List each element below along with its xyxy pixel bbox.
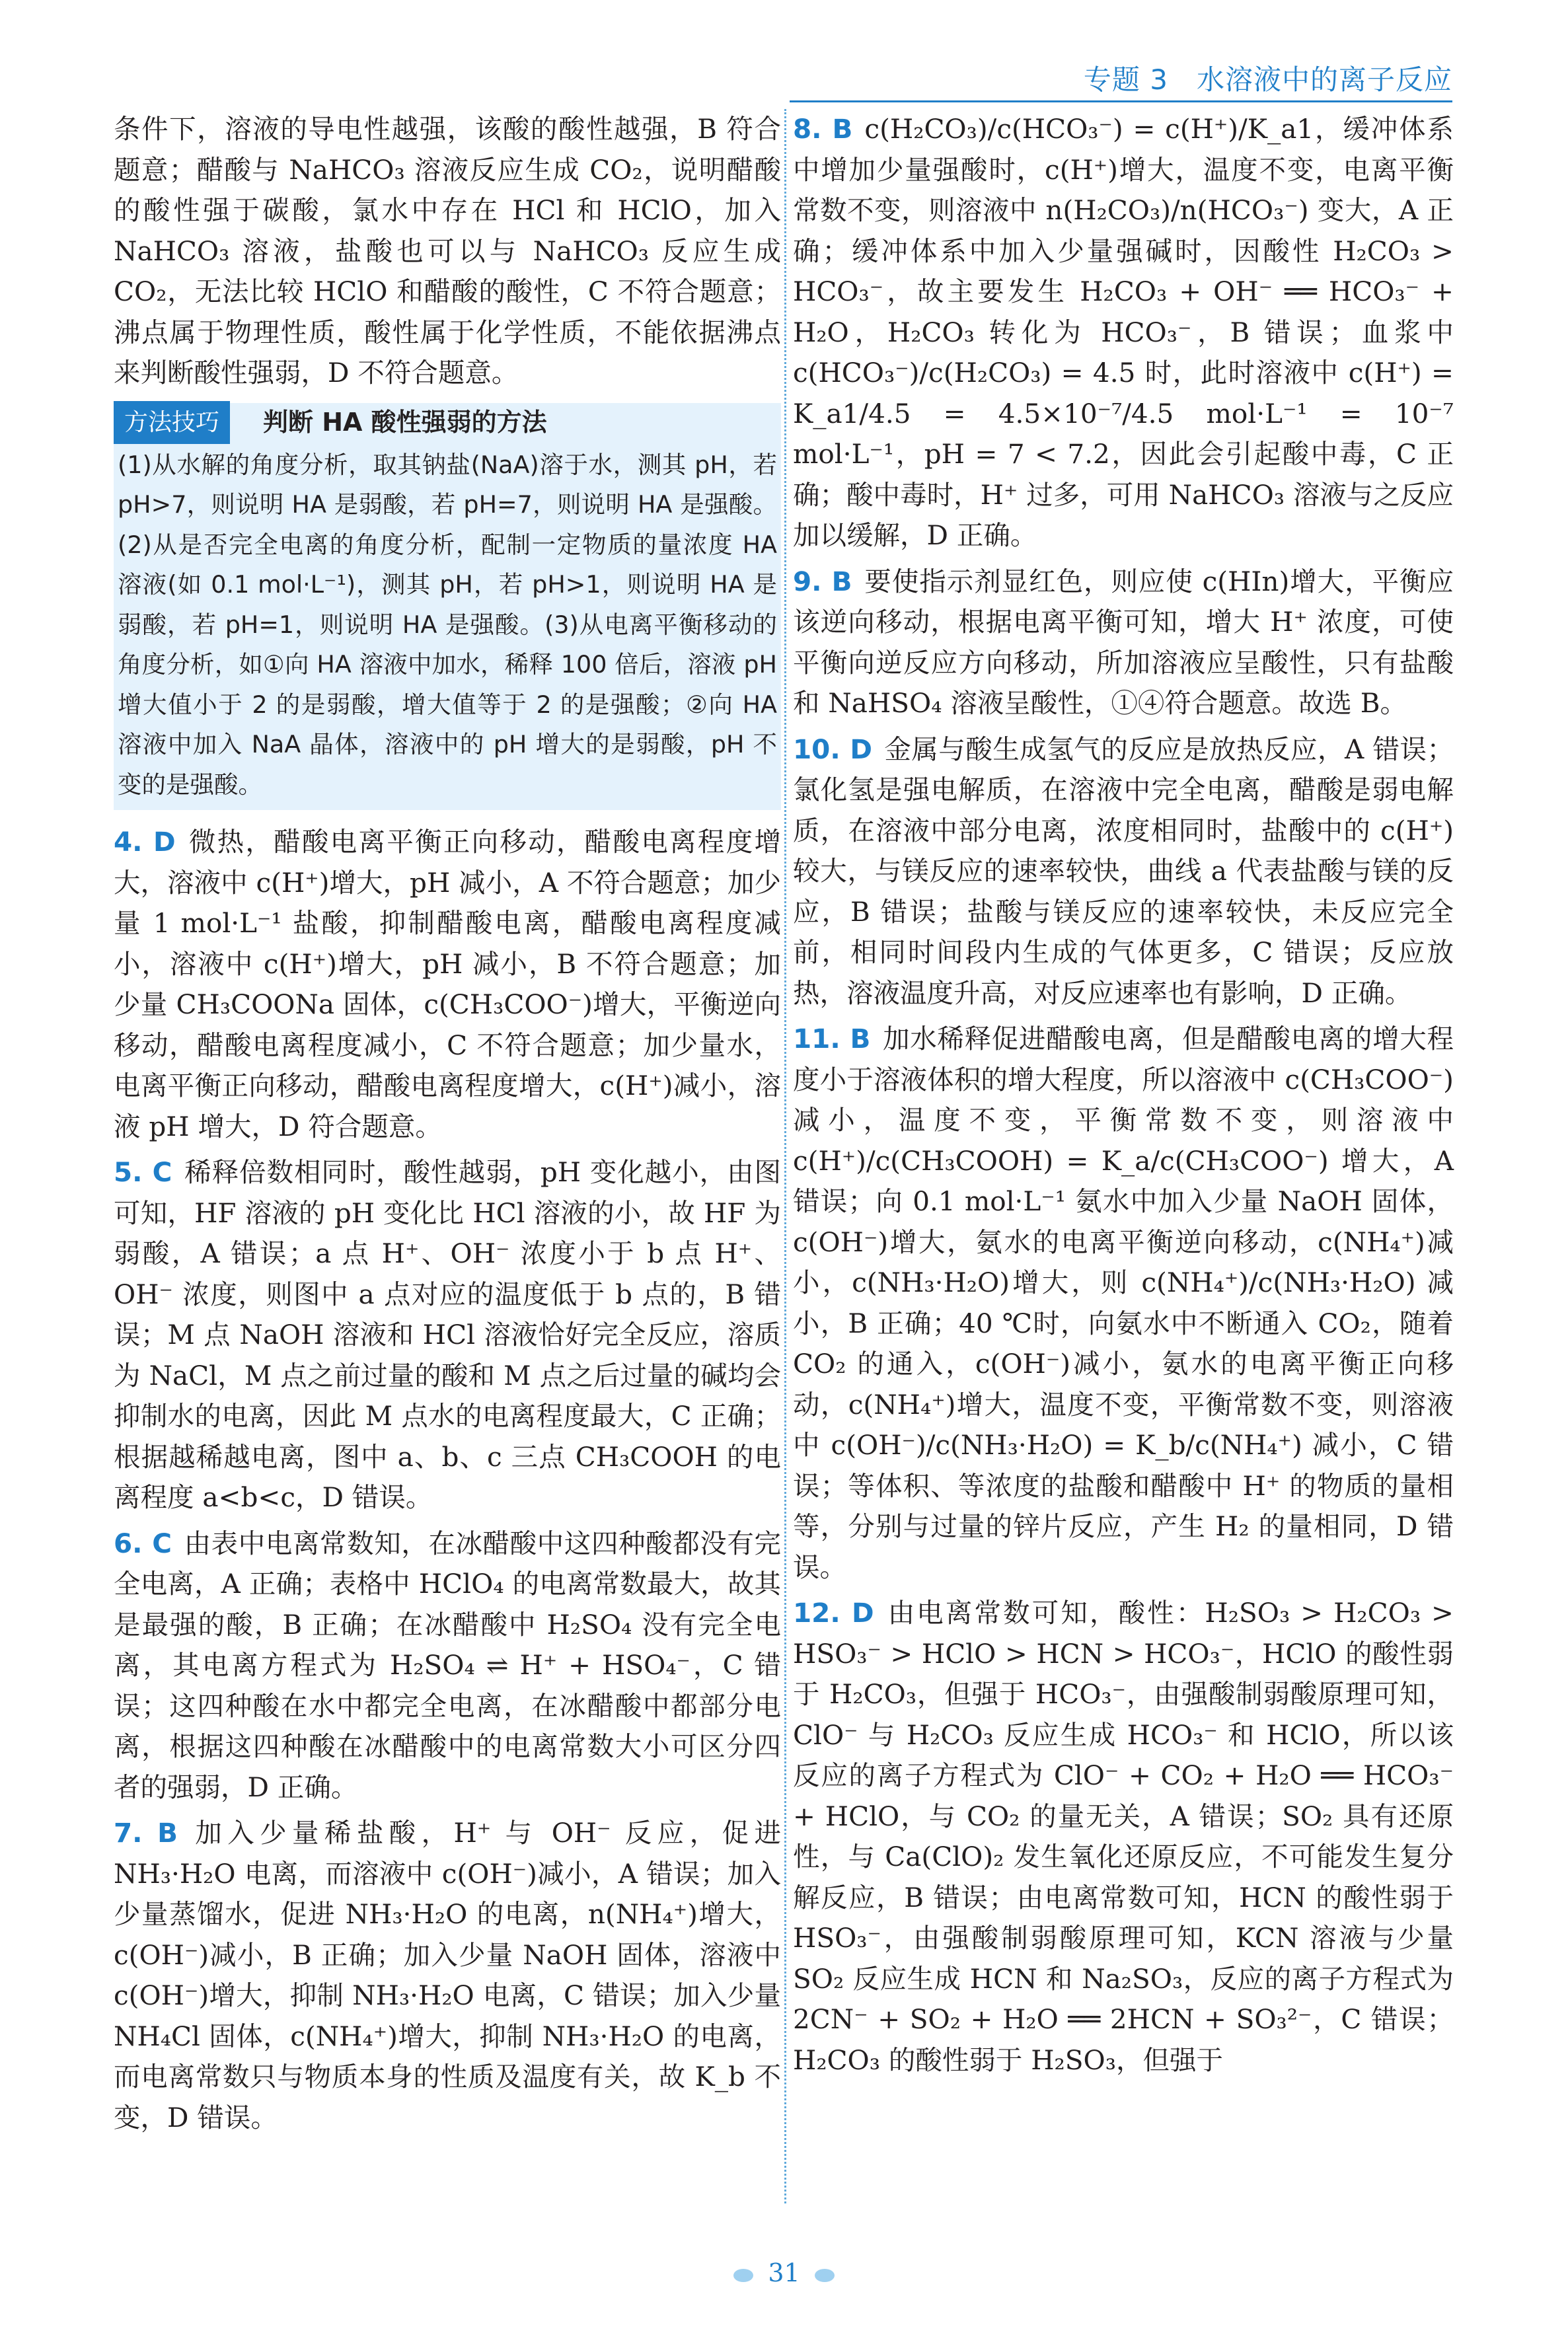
answer-item — [793, 729, 1454, 1014]
answer-item — [793, 1593, 1454, 2081]
answer-label: 4. D — [114, 826, 176, 858]
answer-text: 微热，醋酸电离平衡正向移动，醋酸电离程度增大，溶液中 c(H⁺)增大，pH 减小，A 不符合题意；加少量 1 mol·L⁻¹ 盐酸，抑制醋酸电离，醋酸电离程度减小，溶液中 c(H⁺)增大，pH 减小，B 不符合题意；加少量 CH₃COONa 固体，c(CH₃COO⁻)增大，平衡逆向移动，醋酸电离程度减小，C 不符合题意；加少量水，电离平衡正向移动，醋酸电离程度增大，c(H⁺)减小，溶液 pH 增大，D 符合题意。 — [114, 826, 781, 1142]
leaf-ornament-icon — [815, 2269, 835, 2282]
answer-text: 金属与酸生成氢气的反应是放热反应，A 错误；氯化氢是强电解质，在溶液中完全电离，醋酸是弱电解质，在溶液中部分电离，浓度相同时，盐酸中的 c(H⁺)较大，与镁反应的速率较快，曲线 a 代表盐酸与镁的反应，B 错误；盐酸与镁反应的速率较快，未反应完全前，相同时间段内生成的气体更多，C 错误；反应放热，溶液温度升高，对反应速率也有影响，D 正确。 — [793, 733, 1454, 1009]
header-rule — [790, 100, 1452, 102]
continued-paragraph: 条件下，溶液的导电性越强，该酸的酸性越强，B 符合题意；醋酸与 NaHCO₃ 溶液反应生成 CO₂，说明醋酸的酸性强于碳酸，氯水中存在 HCl 和 HClO，加入 NaHCO₃ 溶液，盐酸也可以与 NaHCO₃ 反应生成 CO₂，无法比较 HClO 和醋酸的酸性，C 不符合题意；沸点属于物理性质，酸性属于化学性质，不能依据沸点来判断酸性强弱，D 不符合题意。 — [114, 113, 781, 388]
answer-label: 12. D — [793, 1597, 874, 1629]
column-divider — [784, 109, 786, 2203]
answer-text: 由电离常数可知，酸性：H₂SO₃ > H₂CO₃ > HSO₃⁻ > HClO > HCN > HCO₃⁻，HClO 的酸性弱于 H₂CO₃，但强于 HCO₃⁻，由强酸制弱酸原理可知，ClO⁻ 与 H₂CO₃ 反应生成 HCO₃⁻ 和 HClO，所以该反应的离子方程式为 ClO⁻ + CO₂ + H₂O ══ HCO₃⁻ + HClO，与 CO₂ 的量无关，A 错误；SO₂ 具有还原性，与 Ca(ClO)₂ 发生氧化还原反应，不可能发生复分解反应，B 错误；由电离常数可知，HCN 的酸性弱于 HSO₃⁻，由强酸制弱酸原理可知，KCN 溶液与少量 SO₂ 反应生成 HCN 和 Na₂SO₃，反应的离子方程式为 2CN⁻ + SO₂ + H₂O ══ 2HCN + SO₃²⁻，C 错误；H₂CO₃ 的酸性弱于 H₂SO₃，但强于 — [793, 1597, 1454, 2076]
answer-label: 11. B — [793, 1023, 871, 1054]
method-tip-box — [114, 403, 781, 811]
answer-item — [793, 109, 1454, 556]
answer-text: 要使指示剂显红色，则应使 c(HIn)增大，平衡应该逆向移动，根据电离平衡可知，增大 H⁺ 浓度，可使平衡向逆反应方向移动，所加溶液应呈酸性，只有盐酸和 NaHSO₄ 溶液呈酸性，①④符合题意。故选 B。 — [793, 565, 1454, 719]
answer-item — [114, 1524, 781, 1808]
answer-label: 10. D — [793, 733, 872, 765]
page-number: 31 — [768, 2258, 800, 2287]
answer-text: 稀释倍数相同时，酸性越弱，pH 变化越小，由图可知，HF 溶液的 pH 变化比 HCl 溶液的小，故 HF 为弱酸，A 错误；a 点 H⁺、OH⁻ 浓度小于 b 点 H⁺、OH⁻ 浓度，则图中 a 点对应的温度低于 b 点的，B 错误；M 点 NaOH 溶液和 HCl 溶液恰好完全反应，溶质为 NaCl，M 点之前过量的酸和 M 点之后过量的碱均会抑制水的电离，因此 M 点水的电离程度最大，C 正确；根据越稀越电离，图中 a、b、c 三点 CH₃COOH 的电离程度 a<b<c，D 错误。 — [114, 1156, 781, 1513]
tip-tag: 方法技巧 — [114, 401, 230, 445]
leaf-ornament-icon — [733, 2269, 753, 2282]
page-footer — [0, 2258, 1568, 2287]
answer-label: 9. B — [793, 565, 852, 597]
answer-label: 6. C — [114, 1527, 172, 1559]
answer-label: 7. B — [114, 1817, 178, 1849]
answer-item — [114, 1813, 781, 2138]
answer-label: 8. B — [793, 113, 853, 145]
tip-header — [118, 403, 777, 443]
answer-item — [114, 822, 781, 1147]
answer-text: 加入少量稀盐酸，H⁺ 与 OH⁻ 反应，促进 NH₃·H₂O 电离，而溶液中 c(OH⁻)减小，A 错误；加入少量蒸馏水，促进 NH₃·H₂O 的电离，n(NH₄⁺)增大，c(OH⁻)减小，B 正确；加入少量 NaOH 固体，溶液中 c(OH⁻)增大，抑制 NH₃·H₂O 电离，C 错误；加入少量 NH₄Cl 固体，c(NH₄⁺)增大，抑制 NH₃·H₂O 的电离，而电离常数只与物质本身的性质及温度有关，故 K_b 不变，D 错误。 — [114, 1817, 781, 2133]
answer-text: 由表中电离常数知，在冰醋酸中这四种酸都没有完全电离，A 正确；表格中 HClO₄ 的电离常数最大，故其是最强的酸，B 正确；在冰醋酸中 H₂SO₄ 没有完全电离，其电离方程式为 H₂SO₄ ⇌ H⁺ + HSO₄⁻，C 错误；这四种酸在水中都完全电离，在冰醋酸中都部分电离，根据这四种酸在冰醋酸中的电离常数大小可区分四者的强弱，D 正确。 — [114, 1527, 782, 1803]
section-header: 专题 3 水溶液中的离子反应 — [1083, 63, 1452, 96]
left-column — [114, 109, 781, 2143]
answer-item — [114, 1152, 781, 1518]
answer-text: 加水稀释促进醋酸电离，但是醋酸电离的增大程度小于溶液体积的增大程度，所以溶液中 c(CH₃COO⁻)减小，温度不变，平衡常数不变，则溶液中 c(H⁺)/c(CH₃COOH) = K_a/c(CH₃COO⁻) 增大，A 错误；向 0.1 mol·L⁻¹ 氨水中加入少量 NaOH 固体，c(OH⁻)增大，氨水的电离平衡逆向移动，c(NH₄⁺)减小，c(NH₃·H₂O)增大，则 c(NH₄⁺)/c(NH₃·H₂O) 减小，B 正确；40 ℃时，向氨水中不断通入 CO₂，随着 CO₂ 的通入，c(OH⁻)减小，氨水的电离平衡正向移动，c(NH₄⁺)增大，温度不变，平衡常数不变，则溶液中 c(OH⁻)/c(NH₃·H₂O) = K_b/c(NH₄⁺) 减小，C 错误；等体积、等浓度的盐酸和醋酸中 H⁺ 的物质的量相等，分别与过量的锌片反应，产生 H₂ 的量相同，D 错误。 — [793, 1023, 1454, 1583]
tip-title: 判断 HA 酸性强弱的方法 — [263, 407, 547, 437]
answer-item — [793, 562, 1454, 724]
answer-text: c(H₂CO₃)/c(HCO₃⁻) = c(H⁺)/K_a1，缓冲体系中增加少量强酸时，c(H⁺)增大，温度不变，电离平衡常数不变，则溶液中 n(H₂CO₃)/n(HCO₃⁻) 变大，A 正确；缓冲体系中加入少量强碱时，因酸性 H₂CO₃ > HCO₃⁻，故主要发生 H₂CO₃ + OH⁻ ══ HCO₃⁻ + H₂O，H₂CO₃ 转化为 HCO₃⁻，B 错误；血浆中 c(HCO₃⁻)/c(H₂CO₃) = 4.5 时，此时溶液中 c(H⁺) = K_a1/4.5 = 4.5×10⁻⁷/4.5 mol·L⁻¹ = 10⁻⁷ mol·L⁻¹，pH = 7 < 7.2，因此会引起酸中毒，C 正确；酸中毒时，H⁺ 过多，可用 NaHCO₃ 溶液与之反应加以缓解，D 正确。 — [793, 113, 1454, 551]
tip-body: (1)从水解的角度分析，取其钠盐(NaA)溶于水，测其 pH，若 pH>7，则说明 HA 是弱酸，若 pH=7，则说明 HA 是强酸。(2)从是否完全电离的角度分析，配制一定物质的量浓度 HA 溶液(如 0.1 mol·L⁻¹)，测其 pH，若 pH>1，则说明 HA 是弱酸，若 pH=1，则说明 HA 是强酸。(3)从电离平衡移动的角度分析，如①向 HA 溶液中加水，稀释 100 倍后，溶液 pH 增大值小于 2 的是弱酸，增大值等于 2 的是强酸；②向 HA 溶液中加入 NaA 晶体，溶液中的 pH 增大的是弱酸，pH 不变的是强酸。 — [118, 450, 777, 799]
answer-item — [793, 1019, 1454, 1588]
right-column — [793, 109, 1454, 2086]
answer-label: 5. C — [114, 1156, 172, 1188]
